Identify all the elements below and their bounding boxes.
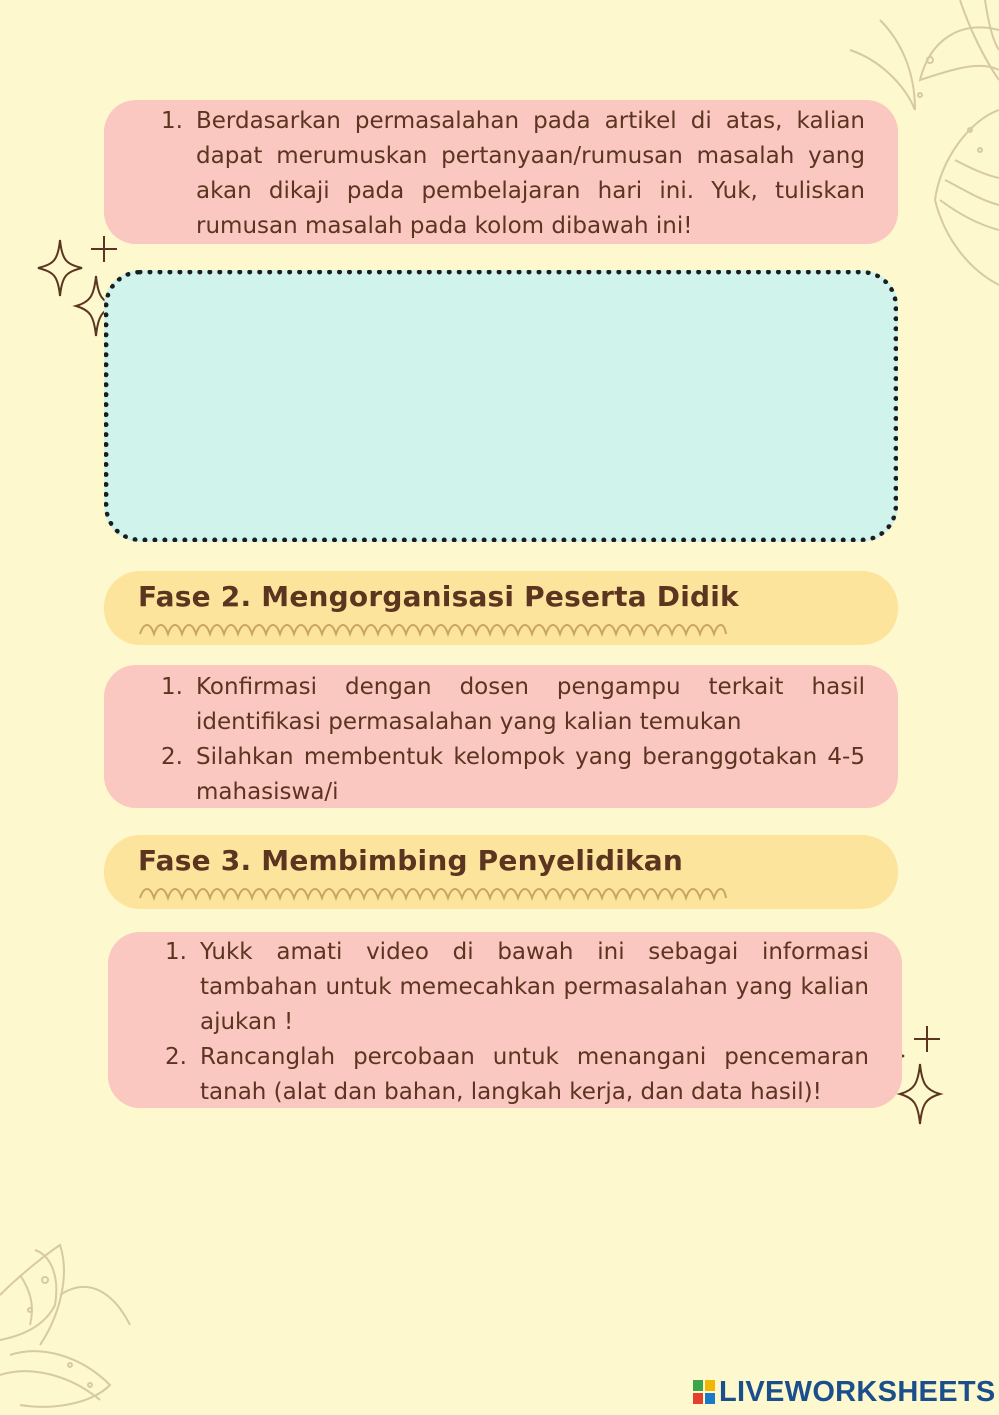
- instruction-box-3: [108, 932, 902, 1108]
- list-text: Rancanglah percobaan untuk menangani pencemaran tanah (alat dan bahan, langkah kerja, dan data hasil)!: [200, 1044, 869, 1105]
- list-item: [161, 740, 865, 810]
- list-text: Konfirmasi dengan dosen pengampu terkait hasil identifikasi permasalahan yang kalian temukan: [196, 674, 865, 735]
- list-number: 1.: [165, 939, 187, 965]
- list-number: 1.: [161, 674, 183, 700]
- instruction-list-3: [165, 935, 869, 1110]
- squiggle-underline-icon: [138, 618, 728, 638]
- liveworksheets-logo[interactable]: [693, 1375, 996, 1409]
- list-item: [165, 935, 869, 1040]
- logo-text: LIVEWORKSHEETS: [719, 1375, 996, 1408]
- list-number: 1.: [161, 108, 183, 134]
- phase3-title: Fase 3. Membimbing Penyelidikan: [138, 844, 684, 877]
- list-text: Silahkan membentuk kelompok yang beranggotakan 4-5 mahasiswa/i: [196, 744, 865, 805]
- squiggle-underline-icon: [138, 882, 728, 902]
- list-text: Berdasarkan permasalahan pada artikel di atas, kalian dapat merumuskan pertanyaan/rumusan masalah yang akan dikaji pada pembelajaran hari ini. Yuk, tuliskan rumusan masalah pada kolom dibawah ini!: [196, 108, 865, 239]
- list-item: [161, 104, 865, 244]
- instruction-box-1: [104, 100, 898, 244]
- list-number: 2.: [161, 744, 183, 770]
- list-item: [161, 670, 865, 740]
- phase2-title: Fase 2. Mengorganisasi Peserta Didik: [138, 580, 739, 613]
- list-text: Yukk amati video di bawah ini sebagai informasi tambahan untuk memecahkan permasalahan yang kalian ajukan !: [200, 939, 869, 1035]
- list-item: [165, 1040, 869, 1110]
- liveworksheets-logo-icon: [693, 1380, 715, 1404]
- list-number: 2.: [165, 1044, 187, 1070]
- instruction-list-1: [161, 104, 865, 244]
- instruction-list-2: [161, 670, 865, 810]
- instruction-box-2: [104, 665, 898, 808]
- answer-input-box[interactable]: [104, 270, 898, 542]
- floral-decoration-bottom-left-icon: [0, 1235, 140, 1415]
